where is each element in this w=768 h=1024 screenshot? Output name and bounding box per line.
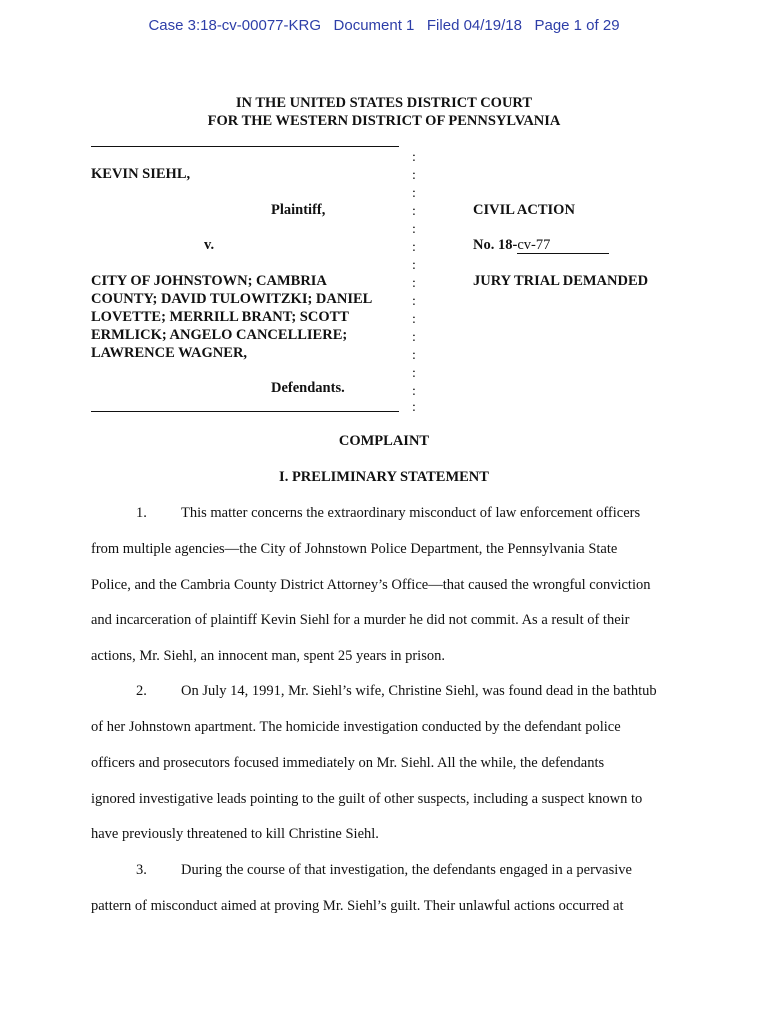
caption-colon: : [412,312,416,327]
plaintiff-name: KEVIN SIEHL, [91,166,191,182]
ecf-filing-header: Case 3:18-cv-00077-KRG Document 1 Filed 04/19/18 Page 1 of 29 [148,17,620,34]
caption-colon: : [412,150,416,165]
paragraph-text: pattern of misconduct aimed at proving Mr. Siehl’s guilt. Their unlawful actions occurred at [91,898,624,914]
civil-action-label: CIVIL ACTION [473,202,575,218]
defendants-list [91,272,372,362]
caption-colon: : [412,330,416,345]
paragraph-line [91,505,691,522]
paragraph-text: of her Johnstown apartment. The homicide investigation conducted by the defendant police [91,719,621,735]
court-name-line-2: FOR THE WESTERN DISTRICT OF PENNSYLVANIA [207,113,561,129]
section-heading: I. PRELIMINARY STATEMENT [279,469,489,485]
paragraph-text: from multiple agencies—the City of Johnstown Police Department, the Pennsylvania State [91,541,618,557]
caption-colon: : [412,204,416,219]
caption-colon: : [412,294,416,309]
defendants-line: LAWRENCE WAGNER, [91,345,248,361]
caption-colon: : [412,348,416,363]
defendants-line: ERMLICK; ANGELO CANCELLIERE; [91,327,348,343]
defendants-line: COUNTY; DAVID TULOWITZKI; DANIEL [91,291,373,307]
case-number-value: cv-77 [517,237,609,254]
caption-colon: : [412,276,416,291]
caption-colon: : [412,366,416,381]
caption-colon: : [412,384,416,399]
paragraph-line [91,862,691,879]
paragraph-number: 3. [136,862,147,878]
case-number-label: No. 18- [473,237,518,253]
paragraph-number: 1. [136,505,147,521]
caption-colon: : [412,186,416,201]
jury-demand-label: JURY TRIAL DEMANDED [473,273,649,289]
caption-colon: : [412,240,416,255]
document-title: COMPLAINT [338,433,430,449]
paragraph-text: During the course of that investigation, the defendants engaged in a pervasive [181,862,632,878]
versus-label: v. [204,237,215,253]
paragraph-text: Police, and the Cambria County District Attorney’s Office—that caused the wrongful conviction [91,577,651,593]
caption-top-rule [91,146,399,147]
paragraph-text: actions, Mr. Siehl, an innocent man, spent 25 years in prison. [91,648,445,664]
paragraph-number: 2. [136,683,147,699]
paragraph-text: ignored investigative leads pointing to the guilt of other suspects, including a suspect known to [91,791,643,807]
paragraph-text: and incarceration of plaintiff Kevin Siehl for a murder he did not commit. As a result of their [91,612,630,628]
caption-bottom-rule [91,411,399,412]
defendants-role: Defendants. [271,380,345,396]
court-name-line-1: IN THE UNITED STATES DISTRICT COURT [235,95,533,111]
paragraph-text: officers and prosecutors focused immediately on Mr. Siehl. All the while, the defendants [91,755,605,771]
paragraph-text: have previously threatened to kill Christine Siehl. [91,826,379,842]
paragraph-text: This matter concerns the extraordinary misconduct of law enforcement officers [181,505,641,521]
caption-colon: : [412,258,416,273]
caption-colon: : [412,168,416,183]
paragraph-line [91,683,691,700]
caption-colon: : [412,400,416,415]
plaintiff-role: Plaintiff, [271,202,326,218]
defendants-line: CITY OF JOHNSTOWN; CAMBRIA [91,273,327,289]
defendants-line: LOVETTE; MERRILL BRANT; SCOTT [91,309,349,325]
paragraph-text: On July 14, 1991, Mr. Siehl’s wife, Christine Siehl, was found dead in the bathtub [181,683,657,699]
case-number [473,237,609,254]
caption-colon: : [412,222,416,237]
